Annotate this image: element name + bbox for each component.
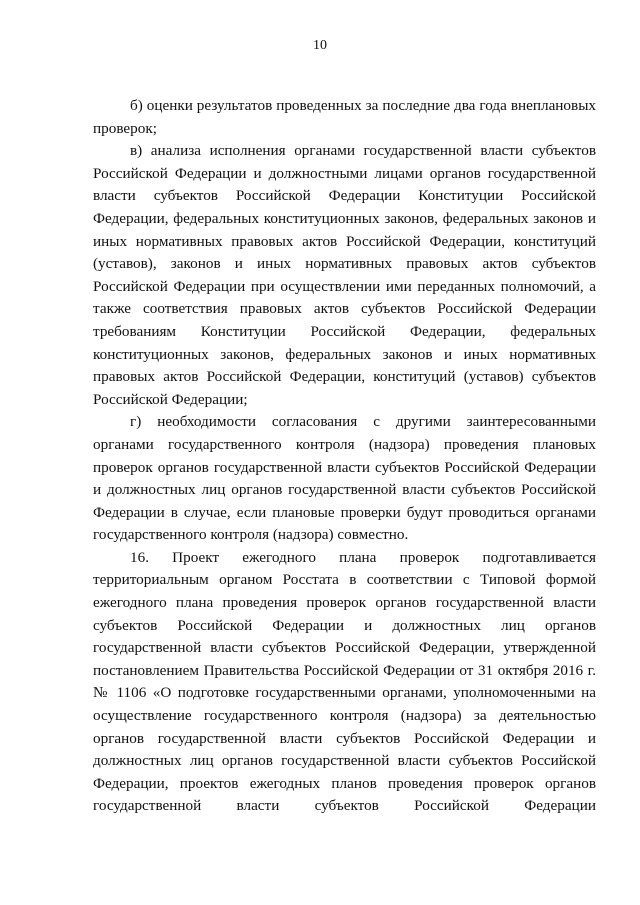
- page-number: 10: [313, 38, 327, 53]
- paragraph-g: г) необходимости согласования с другими заинтересованными органами государственного контроля (надзора) проведения плановых проверок органов государственной власти субъектов Российской Федерации и должностных лиц органов государственной власти субъектов Российской Федерации в случае, если плановые проверки будут проводиться органами государственного контроля (надзора) совместно.: [93, 413, 596, 544]
- paragraph-b: б) оценки результатов проведенных за последние два года внеплановых проверок;: [93, 97, 596, 137]
- document-body: [93, 95, 596, 818]
- paragraph-16: 16. Проект ежегодного плана проверок подготавливается территориальным органом Росстата в соответствии с Типовой формой ежегодного плана проведения проверок органов государственной власти субъектов Российской Федерации и должностных лиц органов государственной власти субъектов Российской Федерации, утвержденной постановлением Правительства Российской Федерации от 31 октября 2016 г. № 1106 «О подготовке государственными органами, уполномоченными на осуществление государственного контроля (надзора) за деятельностью органов государственной власти субъектов Российской Федерации и должностных лиц органов государственной власти субъектов Российской Федерации, проектов ежегодных планов проведения проверок органов государственной власти субъектов Российской Федерации: [93, 548, 596, 815]
- paragraph-v: в) анализа исполнения органами государственной власти субъектов Российской Федерации и должностными лицами органов государственной власти субъектов Российской Федерации Конституции Российской Федерации, федеральных конституционных законов, федеральных законов и иных нормативных правовых актов Российской Федерации, конституций (уставов), законов и иных нормативных правовых актов субъектов Российской Федерации при осуществлении ими переданных полномочий, а также соответствия правовых актов субъектов Российской Федерации требованиям Конституции Российской Федерации, федеральных конституционных законов, федеральных законов и иных нормативных правовых актов Российской Федерации, конституций (уставов) субъектов Российской Федерации;: [93, 142, 596, 408]
